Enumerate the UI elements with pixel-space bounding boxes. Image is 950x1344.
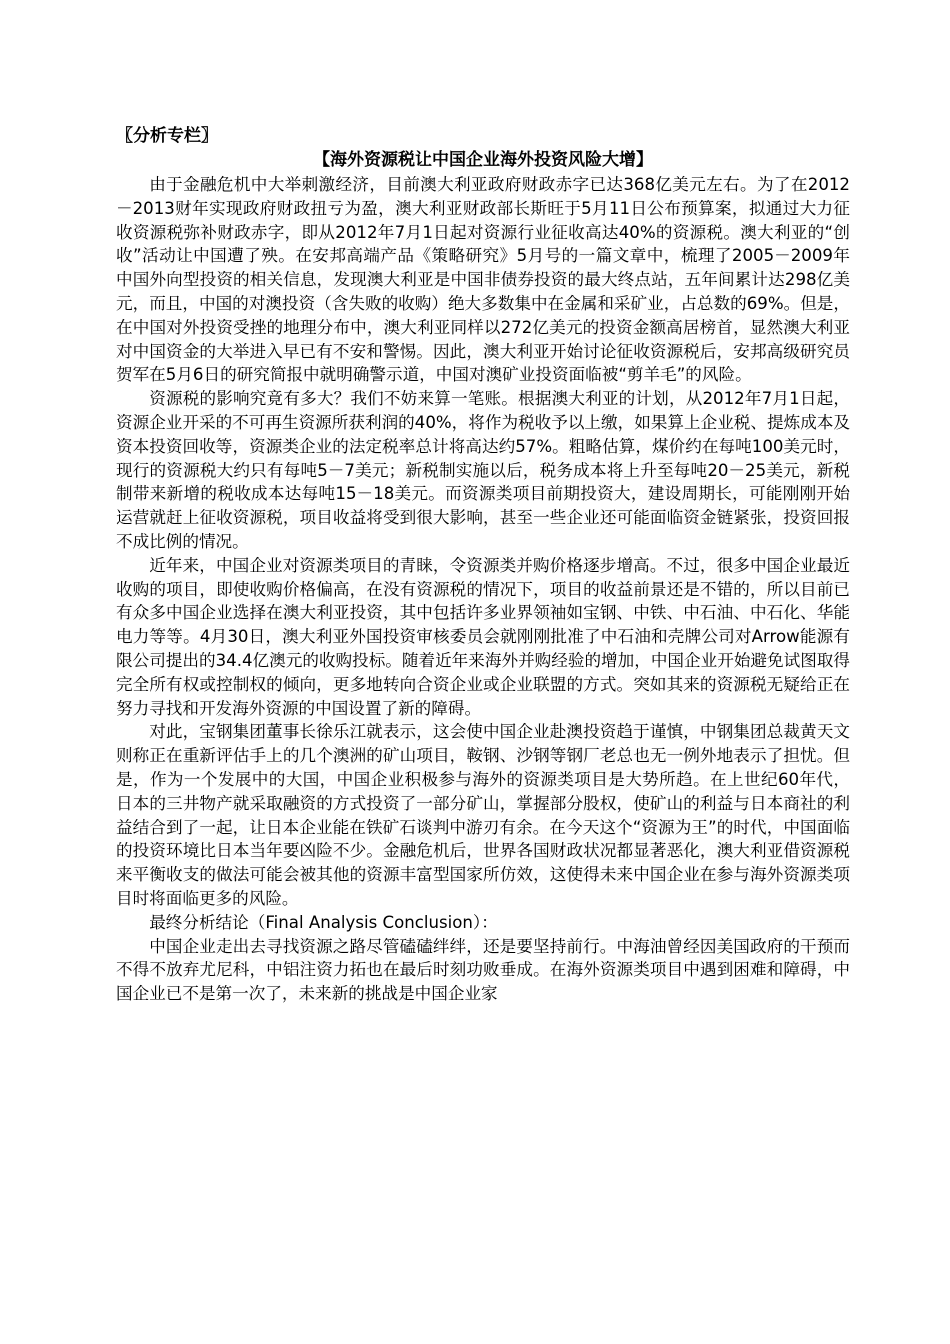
paragraph-2: 资源税的影响究竟有多大？我们不妨来算一笔账。根据澳大利亚的计划，从2012年7月1日起，资源企业开采的不可再生资源所获利润的40%，将作为税收予以上缴，如果算上企业税、提炼成本及资本投资回收等，资源类企业的法定税率总计将高达约57%。粗略估算，煤价约在每吨100美元时，现行的资源税大约只有每吨5－7美元；新税制实施以后，税务成本将上升至每吨20－25美元，新税制带来新增的税收成本达每吨15－18美元。而资源类项目前期投资大，建设周期长，可能刚刚开始运营就赶上征收资源税，项目收益将受到很大影响，甚至一些企业还可能面临资金链紧张，投资回报不成比例的情况。 [116,389,850,551]
document-page [116,124,850,1006]
paragraph-1: 由于金融危机中大举刺激经济，目前澳大利亚政府财政赤字已达368亿美元左右。为了在2012－2013财年实现政府财政扭亏为盈，澳大利亚财政部长斯旺于5月11日公布预算案，拟通过大力征收资源税弥补财政赤字，即从2012年7月1日起对资源行业征收高达40%的资源税。澳大利亚的“创收”活动让中国遭了殃。在安邦高端产品《策略研究》5月号的一篇文章中，梳理了2005－2009年中国外向型投资的相关信息，发现澳大利亚是中国非债券投资的最大终点站，五年间累计达298亿美元，而且，中国的对澳投资（含失败的收购）绝大多数集中在金属和采矿业，占总数的69%。但是，在中国对外投资受挫的地理分布中，澳大利亚同样以272亿美元的投资金额高居榜首，显然澳大利亚对中国资金的大举进入早已有不安和警惕。因此，澳大利亚开始讨论征收资源税后，安邦高级研究员贺军在5月6日的研究简报中就明确警示道，中国对澳矿业投资面临被“剪羊毛”的风险。 [116,175,850,385]
conclusion-heading: 最终分析结论（Final Analysis Conclusion）： [149,912,498,932]
article-title: 【海外资源税让中国企业海外投资风险大增】 [313,150,653,170]
paragraph-3: 近年来，中国企业对资源类项目的青睐，令资源类并购价格逐步增高。不过，很多中国企业最近收购的项目，即使收购价格偏高，在没有资源税的情况下，项目的收益前景还是不错的，所以目前已有众多中国企业选择在澳大利亚投资，其中包括许多业界领袖如宝钢、中铁、中石油、中石化、华能电力等等。4月30日，澳大利亚外国投资审核委员会就刚刚批准了中石油和壳牌公司对Arrow能源有限公司提出的34.4亿澳元的收购投标。随着近年来海外并购经验的增加，中国企业开始避免试图取得完全所有权或控制权的倾向，更多地转向合资企业或企业联盟的方式。突如其来的资源税无疑给正在努力寻找和开发海外资源的中国设置了新的障碍。 [116,555,850,718]
column-tag: 〖分析专栏〗 [116,126,218,146]
paragraph-5: 中国企业走出去寻找资源之路尽管磕磕绊绊，还是要坚持前行。中海油曾经因美国政府的干预而不得不放弃尤尼科，中铝注资力拓也在最后时刻功败垂成。在海外资源类项目中遇到困难和障碍，中国企业已不是第一次了，未来新的挑战是中国企业家 [116,936,850,1004]
paragraph-4: 对此，宝钢集团董事长徐乐江就表示，这会使中国企业赴澳投资趋于谨慎，中钢集团总裁黄天文则称正在重新评估手上的几个澳洲的矿山项目，鞍钢、沙钢等钢厂老总也无一例外地表示了担忧。但是，作为一个发展中的大国，中国企业积极参与海外的资源类项目是大势所趋。在上世纪60年代，日本的三井物产就采取融资的方式投资了一部分矿山，掌握部分股权，使矿山的利益与日本商社的利益结合到了一起，让日本企业能在铁矿石谈判中游刃有余。在今天这个“资源为王”的时代，中国面临的投资环境比日本当年要凶险不少。金融危机后，世界各国财政状况都显著恶化，澳大利亚借资源税来平衡收支的做法可能会被其他的资源丰富型国家所仿效，这使得未来中国企业在参与海外资源类项目时将面临更多的风险。 [116,722,850,908]
